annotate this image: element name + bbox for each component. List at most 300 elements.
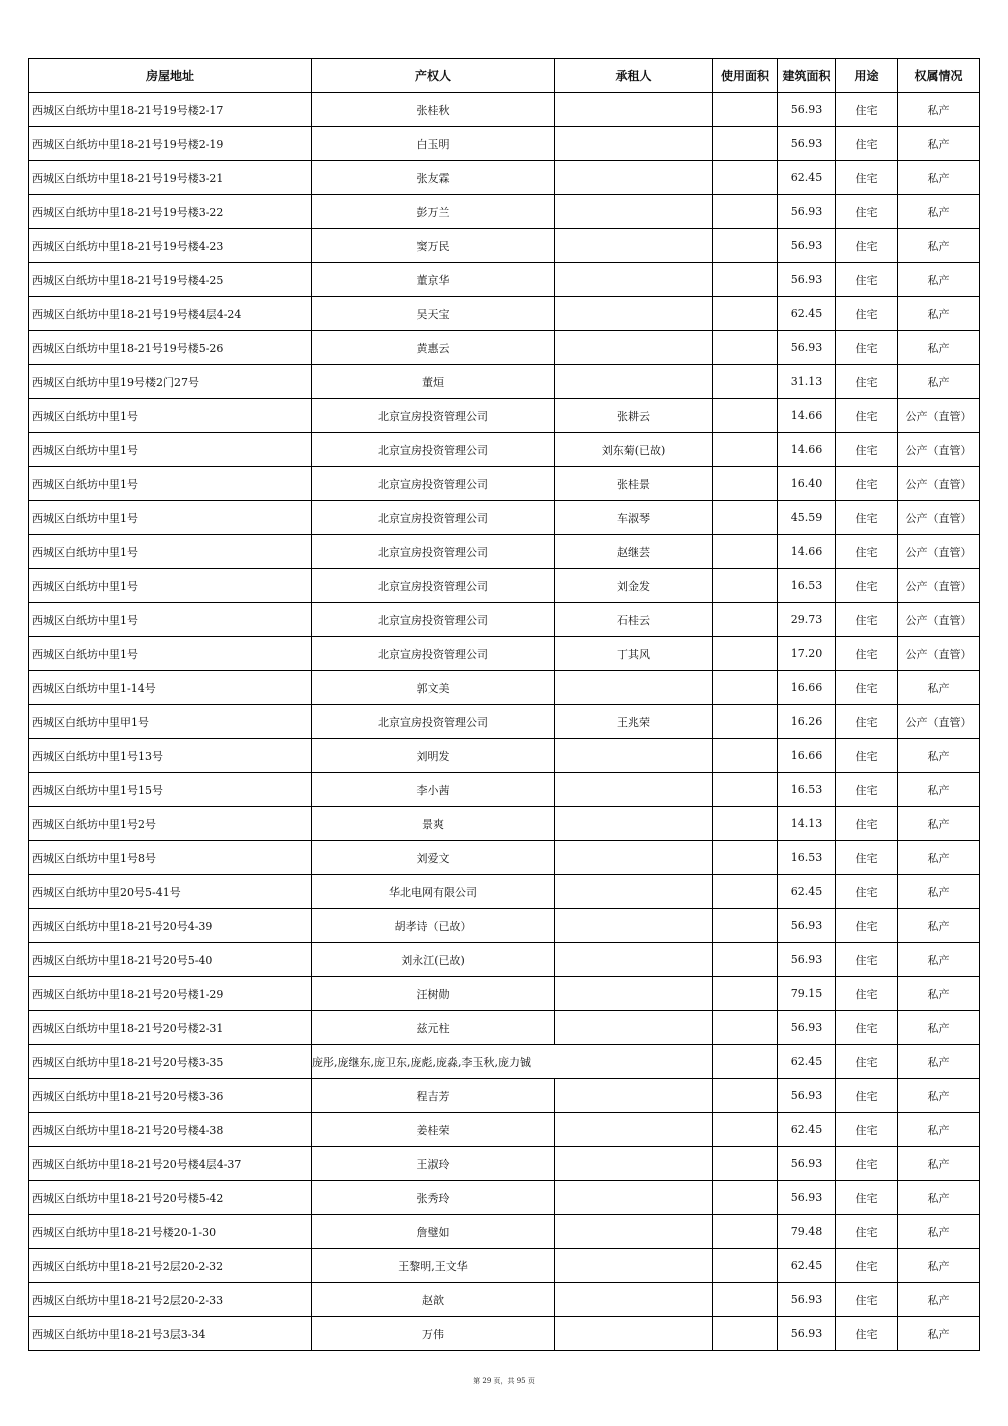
building-area-cell: 14.66	[778, 399, 836, 433]
table-row	[29, 705, 980, 739]
table-row	[29, 773, 980, 807]
usable-area-cell	[713, 1215, 778, 1249]
usage-cell: 住宅	[836, 1147, 898, 1181]
tenant-cell	[555, 1113, 713, 1147]
building-area-cell: 62.45	[778, 1113, 836, 1147]
usable-area-cell	[713, 467, 778, 501]
usage-cell: 住宅	[836, 671, 898, 705]
ownership-cell: 私产	[898, 161, 980, 195]
building-area-cell: 56.93	[778, 943, 836, 977]
building-area-cell: 56.93	[778, 263, 836, 297]
address-cell: 西城区白纸坊中里19号楼2门27号	[29, 365, 312, 399]
table-row	[29, 569, 980, 603]
table-row	[29, 161, 980, 195]
ownership-cell: 私产	[898, 909, 980, 943]
address-cell: 西城区白纸坊中里1号	[29, 569, 312, 603]
usable-area-cell	[713, 161, 778, 195]
table-row	[29, 1249, 980, 1283]
tenant-cell	[555, 365, 713, 399]
usable-area-cell	[713, 637, 778, 671]
usage-cell: 住宅	[836, 501, 898, 535]
building-area-cell: 14.13	[778, 807, 836, 841]
tenant-cell	[555, 331, 713, 365]
ownership-cell: 私产	[898, 739, 980, 773]
usage-cell: 住宅	[836, 1283, 898, 1317]
address-cell: 西城区白纸坊中里1号	[29, 399, 312, 433]
building-area-cell: 16.26	[778, 705, 836, 739]
address-cell: 西城区白纸坊中里甲1号	[29, 705, 312, 739]
address-cell: 西城区白纸坊中里18-21号2层20-2-32	[29, 1249, 312, 1283]
usage-cell: 住宅	[836, 603, 898, 637]
building-area-cell: 14.66	[778, 433, 836, 467]
usable-area-cell	[713, 1147, 778, 1181]
ownership-cell: 私产	[898, 1317, 980, 1351]
owner-cell: 董烜	[312, 365, 555, 399]
address-cell: 西城区白纸坊中里1号	[29, 603, 312, 637]
tenant-cell	[555, 943, 713, 977]
building-area-cell: 56.93	[778, 1317, 836, 1351]
building-area-cell: 16.66	[778, 671, 836, 705]
owner-cell: 北京宣房投资管理公司	[312, 637, 555, 671]
owner-cell: 王黎明,王文华	[312, 1249, 555, 1283]
owner-cell: 华北电网有限公司	[312, 875, 555, 909]
usable-area-cell	[713, 365, 778, 399]
address-cell: 西城区白纸坊中里18-21号19号楼3-22	[29, 195, 312, 229]
usage-cell: 住宅	[836, 1011, 898, 1045]
table-row	[29, 297, 980, 331]
address-cell: 西城区白纸坊中里1号8号	[29, 841, 312, 875]
usage-cell: 住宅	[836, 195, 898, 229]
usage-cell: 住宅	[836, 841, 898, 875]
usage-cell: 住宅	[836, 399, 898, 433]
owner-cell: 程吉芳	[312, 1079, 555, 1113]
usable-area-cell	[713, 671, 778, 705]
tenant-cell: 车淑琴	[555, 501, 713, 535]
ownership-cell: 私产	[898, 93, 980, 127]
address-cell: 西城区白纸坊中里18-21号20号楼3-35	[29, 1045, 312, 1079]
ownership-cell: 公产（直管）	[898, 705, 980, 739]
address-cell: 西城区白纸坊中里18-21号20号楼1-29	[29, 977, 312, 1011]
tenant-cell	[555, 127, 713, 161]
usage-cell: 住宅	[836, 943, 898, 977]
usage-cell: 住宅	[836, 1045, 898, 1079]
table-row	[29, 1181, 980, 1215]
owner-cell: 张桂秋	[312, 93, 555, 127]
building-area-cell: 16.66	[778, 739, 836, 773]
tenant-cell	[555, 1249, 713, 1283]
building-area-cell: 56.93	[778, 1181, 836, 1215]
building-area-cell: 14.66	[778, 535, 836, 569]
tenant-cell	[555, 1147, 713, 1181]
owner-cell: 詹璧如	[312, 1215, 555, 1249]
address-cell: 西城区白纸坊中里18-21号20号楼4层4-37	[29, 1147, 312, 1181]
table-row	[29, 943, 980, 977]
ownership-cell: 公产（直管）	[898, 535, 980, 569]
building-area-cell: 62.45	[778, 1045, 836, 1079]
usable-area-cell	[713, 705, 778, 739]
owner-cell: 吴天宝	[312, 297, 555, 331]
tenant-cell	[555, 263, 713, 297]
address-cell: 西城区白纸坊中里1号	[29, 637, 312, 671]
tenant-cell: 张耕云	[555, 399, 713, 433]
owner-cell: 北京宣房投资管理公司	[312, 467, 555, 501]
address-cell: 西城区白纸坊中里18-21号19号楼3-21	[29, 161, 312, 195]
usable-area-cell	[713, 433, 778, 467]
owner-cell: 董京华	[312, 263, 555, 297]
ownership-cell: 公产（直管）	[898, 399, 980, 433]
usable-area-cell	[713, 569, 778, 603]
tenant-cell	[555, 1011, 713, 1045]
usable-area-cell	[713, 297, 778, 331]
table-row	[29, 875, 980, 909]
address-cell: 西城区白纸坊中里18-21号20号楼3-36	[29, 1079, 312, 1113]
table-row	[29, 229, 980, 263]
table-row	[29, 1011, 980, 1045]
table-row	[29, 331, 980, 365]
usable-area-cell	[713, 195, 778, 229]
building-area-cell: 45.59	[778, 501, 836, 535]
table-row	[29, 603, 980, 637]
tenant-cell	[555, 1317, 713, 1351]
header-building-area: 建筑面积	[778, 59, 836, 93]
building-area-cell: 62.45	[778, 875, 836, 909]
ownership-cell: 私产	[898, 331, 980, 365]
tenant-cell: 刘东菊(已故)	[555, 433, 713, 467]
building-area-cell: 56.93	[778, 93, 836, 127]
tenant-cell: 刘金发	[555, 569, 713, 603]
building-area-cell: 17.20	[778, 637, 836, 671]
usable-area-cell	[713, 603, 778, 637]
ownership-cell: 私产	[898, 1283, 980, 1317]
usable-area-cell	[713, 331, 778, 365]
table-row	[29, 1215, 980, 1249]
address-cell: 西城区白纸坊中里18-21号20号楼2-31	[29, 1011, 312, 1045]
usage-cell: 住宅	[836, 1317, 898, 1351]
usable-area-cell	[713, 535, 778, 569]
table-row	[29, 467, 980, 501]
ownership-cell: 私产	[898, 1215, 980, 1249]
table-row	[29, 263, 980, 297]
property-table	[28, 58, 980, 1351]
owner-cell: 李小茜	[312, 773, 555, 807]
address-cell: 西城区白纸坊中里1号	[29, 467, 312, 501]
tenant-cell	[555, 1215, 713, 1249]
usage-cell: 住宅	[836, 1215, 898, 1249]
building-area-cell: 31.13	[778, 365, 836, 399]
tenant-cell: 王兆荣	[555, 705, 713, 739]
owner-cell: 姜桂荣	[312, 1113, 555, 1147]
usage-cell: 住宅	[836, 875, 898, 909]
tenant-cell	[555, 1283, 713, 1317]
table-row	[29, 127, 980, 161]
address-cell: 西城区白纸坊中里18-21号20号4-39	[29, 909, 312, 943]
tenant-cell: 石桂云	[555, 603, 713, 637]
owner-cell: 郭文美	[312, 671, 555, 705]
tenant-cell	[555, 1181, 713, 1215]
address-cell: 西城区白纸坊中里18-21号20号5-40	[29, 943, 312, 977]
address-cell: 西城区白纸坊中里18-21号楼20-1-30	[29, 1215, 312, 1249]
usage-cell: 住宅	[836, 535, 898, 569]
table-row	[29, 909, 980, 943]
address-cell: 西城区白纸坊中里18-21号19号楼5-26	[29, 331, 312, 365]
header-usable-area: 使用面积	[713, 59, 778, 93]
owner-cell: 北京宣房投资管理公司	[312, 705, 555, 739]
ownership-cell: 私产	[898, 1249, 980, 1283]
usable-area-cell	[713, 807, 778, 841]
ownership-cell: 私产	[898, 807, 980, 841]
usable-area-cell	[713, 263, 778, 297]
tenant-cell	[555, 841, 713, 875]
address-cell: 西城区白纸坊中里1号	[29, 535, 312, 569]
owner-cell: 窦万民	[312, 229, 555, 263]
usable-area-cell	[713, 1079, 778, 1113]
owner-cell: 刘明发	[312, 739, 555, 773]
building-area-cell: 56.93	[778, 229, 836, 263]
usage-cell: 住宅	[836, 161, 898, 195]
address-cell: 西城区白纸坊中里18-21号3层3-34	[29, 1317, 312, 1351]
ownership-cell: 私产	[898, 1113, 980, 1147]
usage-cell: 住宅	[836, 977, 898, 1011]
tenant-cell	[555, 909, 713, 943]
table-row	[29, 93, 980, 127]
usage-cell: 住宅	[836, 93, 898, 127]
table-row	[29, 501, 980, 535]
building-area-cell: 56.93	[778, 1079, 836, 1113]
table-row	[29, 807, 980, 841]
ownership-cell: 私产	[898, 1045, 980, 1079]
tenant-cell	[555, 773, 713, 807]
usage-cell: 住宅	[836, 739, 898, 773]
building-area-cell: 79.15	[778, 977, 836, 1011]
usable-area-cell	[713, 501, 778, 535]
table-row	[29, 1283, 980, 1317]
building-area-cell: 79.48	[778, 1215, 836, 1249]
ownership-cell: 私产	[898, 1147, 980, 1181]
page-footer: 第 29 页，共 95 页	[473, 1377, 535, 1385]
address-cell: 西城区白纸坊中里18-21号19号楼2-19	[29, 127, 312, 161]
building-area-cell: 56.93	[778, 1011, 836, 1045]
owner-cell: 白玉明	[312, 127, 555, 161]
owner-cell: 景爽	[312, 807, 555, 841]
owner-cell: 彭万兰	[312, 195, 555, 229]
address-cell: 西城区白纸坊中里18-21号20号楼5-42	[29, 1181, 312, 1215]
building-area-cell: 62.45	[778, 297, 836, 331]
usage-cell: 住宅	[836, 1249, 898, 1283]
usage-cell: 住宅	[836, 263, 898, 297]
ownership-cell: 私产	[898, 127, 980, 161]
usable-area-cell	[713, 229, 778, 263]
ownership-cell: 私产	[898, 943, 980, 977]
usable-area-cell	[713, 977, 778, 1011]
ownership-cell: 公产（直管）	[898, 569, 980, 603]
building-area-cell: 56.93	[778, 909, 836, 943]
tenant-cell	[555, 93, 713, 127]
tenant-cell	[555, 297, 713, 331]
table-row	[29, 195, 980, 229]
header-ownership: 权属情况	[898, 59, 980, 93]
address-cell: 西城区白纸坊中里1号	[29, 433, 312, 467]
tenant-cell	[555, 875, 713, 909]
usage-cell: 住宅	[836, 1113, 898, 1147]
building-area-cell: 62.45	[778, 161, 836, 195]
address-cell: 西城区白纸坊中里20号5-41号	[29, 875, 312, 909]
table-row	[29, 1045, 980, 1079]
tenant-cell: 张桂景	[555, 467, 713, 501]
usable-area-cell	[713, 1011, 778, 1045]
usable-area-cell	[713, 1249, 778, 1283]
table-row	[29, 671, 980, 705]
ownership-cell: 私产	[898, 875, 980, 909]
building-area-cell: 16.40	[778, 467, 836, 501]
table-row	[29, 977, 980, 1011]
tenant-cell: 赵继芸	[555, 535, 713, 569]
tenant-cell: 丁其风	[555, 637, 713, 671]
usage-cell: 住宅	[836, 331, 898, 365]
table-row	[29, 739, 980, 773]
usable-area-cell	[713, 739, 778, 773]
owner-cell: 赵歆	[312, 1283, 555, 1317]
usage-cell: 住宅	[836, 909, 898, 943]
ownership-cell: 私产	[898, 1181, 980, 1215]
building-area-cell: 29.73	[778, 603, 836, 637]
header-tenant: 承租人	[555, 59, 713, 93]
header-owner: 产权人	[312, 59, 555, 93]
ownership-cell: 私产	[898, 841, 980, 875]
ownership-cell: 私产	[898, 263, 980, 297]
usable-area-cell	[713, 1283, 778, 1317]
building-area-cell: 56.93	[778, 331, 836, 365]
usable-area-cell	[713, 909, 778, 943]
owner-cell: 兹元柱	[312, 1011, 555, 1045]
building-area-cell: 56.93	[778, 1283, 836, 1317]
owner-cell: 张秀玲	[312, 1181, 555, 1215]
ownership-cell: 私产	[898, 1079, 980, 1113]
table-row	[29, 1147, 980, 1181]
table-row	[29, 637, 980, 671]
owner-cell: 胡孝诗（已故）	[312, 909, 555, 943]
address-cell: 西城区白纸坊中里1号13号	[29, 739, 312, 773]
usable-area-cell	[713, 93, 778, 127]
building-area-cell: 56.93	[778, 1147, 836, 1181]
owner-cell: 庞彤,庞继东,庞卫东,庞彪,庞淼,李玉秋,庞力铖	[312, 1045, 713, 1079]
usage-cell: 住宅	[836, 705, 898, 739]
address-cell: 西城区白纸坊中里1号2号	[29, 807, 312, 841]
usage-cell: 住宅	[836, 1079, 898, 1113]
ownership-cell: 私产	[898, 977, 980, 1011]
owner-cell: 黄惠云	[312, 331, 555, 365]
tenant-cell	[555, 671, 713, 705]
owner-cell: 王淑玲	[312, 1147, 555, 1181]
usable-area-cell	[713, 943, 778, 977]
ownership-cell: 公产（直管）	[898, 433, 980, 467]
tenant-cell	[555, 977, 713, 1011]
usage-cell: 住宅	[836, 433, 898, 467]
owner-cell: 刘永江(已故)	[312, 943, 555, 977]
usage-cell: 住宅	[836, 297, 898, 331]
usage-cell: 住宅	[836, 229, 898, 263]
usage-cell: 住宅	[836, 467, 898, 501]
header-address: 房屋地址	[29, 59, 312, 93]
tenant-cell	[555, 807, 713, 841]
address-cell: 西城区白纸坊中里1-14号	[29, 671, 312, 705]
owner-cell: 北京宣房投资管理公司	[312, 603, 555, 637]
building-area-cell: 16.53	[778, 569, 836, 603]
table-row	[29, 1317, 980, 1351]
address-cell: 西城区白纸坊中里1号	[29, 501, 312, 535]
ownership-cell: 私产	[898, 773, 980, 807]
ownership-cell: 私产	[898, 365, 980, 399]
address-cell: 西城区白纸坊中里18-21号2层20-2-33	[29, 1283, 312, 1317]
usable-area-cell	[713, 773, 778, 807]
address-cell: 西城区白纸坊中里18-21号19号楼4层4-24	[29, 297, 312, 331]
tenant-cell	[555, 195, 713, 229]
table-row	[29, 1113, 980, 1147]
table-row	[29, 535, 980, 569]
usage-cell: 住宅	[836, 773, 898, 807]
tenant-cell	[555, 1079, 713, 1113]
table-row	[29, 1079, 980, 1113]
owner-cell: 北京宣房投资管理公司	[312, 535, 555, 569]
ownership-cell: 私产	[898, 195, 980, 229]
building-area-cell: 56.93	[778, 195, 836, 229]
address-cell: 西城区白纸坊中里18-21号19号楼4-25	[29, 263, 312, 297]
building-area-cell: 62.45	[778, 1249, 836, 1283]
usage-cell: 住宅	[836, 365, 898, 399]
ownership-cell: 公产（直管）	[898, 637, 980, 671]
address-cell: 西城区白纸坊中里1号15号	[29, 773, 312, 807]
table-row	[29, 433, 980, 467]
usable-area-cell	[713, 127, 778, 161]
owner-cell: 北京宣房投资管理公司	[312, 569, 555, 603]
usable-area-cell	[713, 399, 778, 433]
owner-cell: 北京宣房投资管理公司	[312, 501, 555, 535]
usable-area-cell	[713, 1113, 778, 1147]
ownership-cell: 私产	[898, 671, 980, 705]
usable-area-cell	[713, 841, 778, 875]
table-header-row	[29, 59, 980, 93]
ownership-cell: 私产	[898, 1011, 980, 1045]
usage-cell: 住宅	[836, 569, 898, 603]
header-usage: 用途	[836, 59, 898, 93]
usage-cell: 住宅	[836, 1181, 898, 1215]
owner-cell: 北京宣房投资管理公司	[312, 433, 555, 467]
table-row	[29, 841, 980, 875]
owner-cell: 汪树勋	[312, 977, 555, 1011]
ownership-cell: 私产	[898, 297, 980, 331]
tenant-cell	[555, 739, 713, 773]
owner-cell: 刘爱文	[312, 841, 555, 875]
usage-cell: 住宅	[836, 807, 898, 841]
usable-area-cell	[713, 1045, 778, 1079]
owner-cell: 北京宣房投资管理公司	[312, 399, 555, 433]
usable-area-cell	[713, 1181, 778, 1215]
usable-area-cell	[713, 1317, 778, 1351]
address-cell: 西城区白纸坊中里18-21号19号楼4-23	[29, 229, 312, 263]
tenant-cell	[555, 161, 713, 195]
usage-cell: 住宅	[836, 637, 898, 671]
ownership-cell: 私产	[898, 229, 980, 263]
ownership-cell: 公产（直管）	[898, 501, 980, 535]
usage-cell: 住宅	[836, 127, 898, 161]
building-area-cell: 16.53	[778, 773, 836, 807]
building-area-cell: 16.53	[778, 841, 836, 875]
ownership-cell: 公产（直管）	[898, 603, 980, 637]
table-row	[29, 399, 980, 433]
owner-cell: 张友霖	[312, 161, 555, 195]
owner-cell: 万伟	[312, 1317, 555, 1351]
table-row	[29, 365, 980, 399]
ownership-cell: 公产（直管）	[898, 467, 980, 501]
